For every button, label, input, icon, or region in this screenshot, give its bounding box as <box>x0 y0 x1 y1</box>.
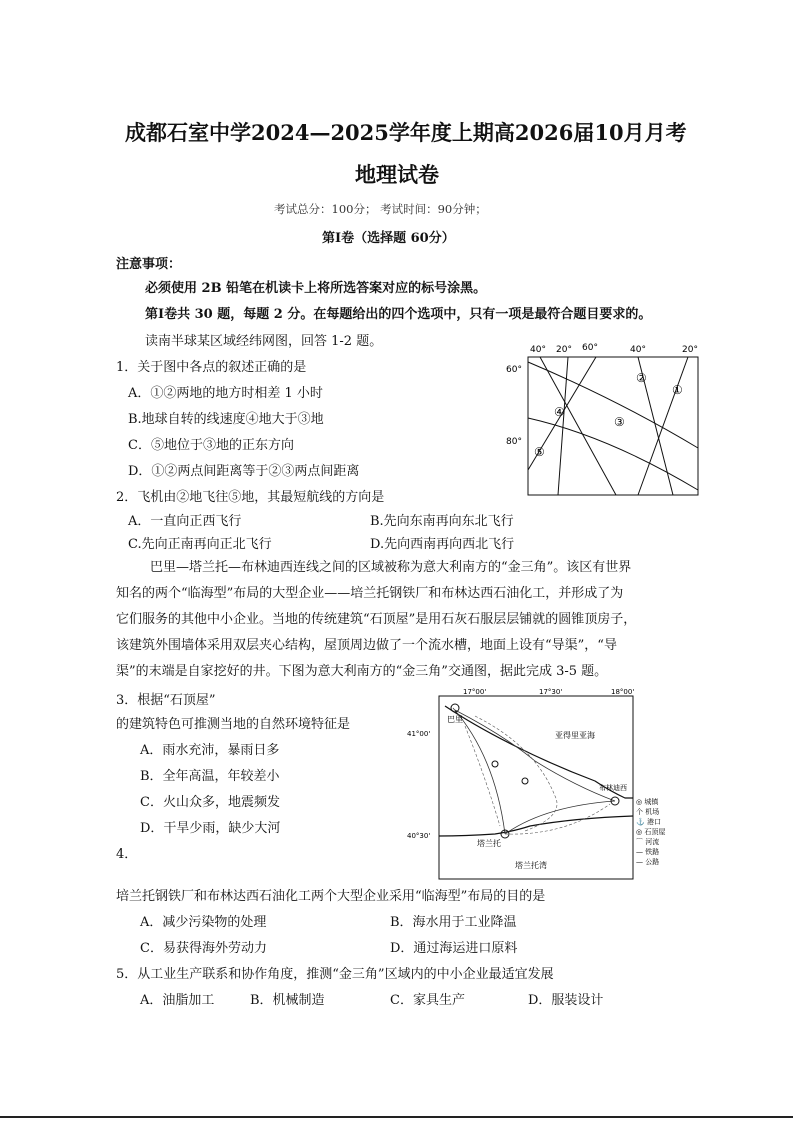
q2-stem: 2．飞机由②地飞往⑤地，其最短航线的方向是 <box>116 490 385 505</box>
legend-item: ⚓ 港口 <box>636 818 661 826</box>
point-4: ④ <box>554 405 565 419</box>
q3-option-a: A．雨水充沛，暴雨日多 <box>140 743 280 758</box>
q5-option-a: A．油脂加工 <box>140 993 215 1008</box>
q1-option-b: B.地球自转的线速度④地大于③地 <box>128 412 324 427</box>
q2-option-a: A．一直向正西飞行 <box>128 514 242 529</box>
exam-subtitle: 地理试卷 <box>355 162 439 187</box>
legend-item: ◎ 城镇 <box>636 798 659 806</box>
city-taranto: 塔兰托 <box>477 839 501 848</box>
notes-line-2: 第Ⅰ卷共 30 题，每题 2 分。在每题给出的四个选项中，只有一项是最符合题目要求的。 <box>145 307 652 322</box>
top-label: 60° <box>582 343 598 353</box>
top-label: 20° <box>556 345 572 355</box>
passage-line-4: 该建筑外围墙体采用双层夹心结构，屋顶周边做了一个流水槽，地面上设有“导渠”，“导 <box>116 638 617 653</box>
page-bottom-rule <box>0 1116 793 1118</box>
legend-item: — 公路 <box>636 858 660 866</box>
q3-stem-2: 的建筑特色可推测当地的自然环境特征是 <box>116 717 351 732</box>
notes-heading: 注意事项： <box>116 257 182 272</box>
point-5: ⑤ <box>534 445 545 459</box>
legend-item: ⌒ 河流 <box>636 838 660 846</box>
city-bari: 巴里 <box>447 715 463 724</box>
top-label: 20° <box>682 345 698 355</box>
q2-option-d: D.先向西南再向西北飞行 <box>370 537 515 552</box>
legend-item: — 铁路 <box>636 848 660 856</box>
intro-1-2: 读南半球某区域经纬网图，回答 1-2 题。 <box>145 334 383 349</box>
passage-line-5: 渠”的末端是自家挖好的井。下图为意大利南方的“金三角”交通图，据此完成 3-5 题。 <box>116 664 608 679</box>
q5-option-c: C．家具生产 <box>390 993 465 1008</box>
q3-stem-1: 3．根据“石顶屋” <box>116 693 216 708</box>
legend-item: 个 机场 <box>636 808 660 816</box>
q4-number: 4． <box>116 847 138 862</box>
lat-label: 41°00' <box>407 730 431 738</box>
q3-option-b: B．全年高温，年较差小 <box>140 769 280 784</box>
section-heading: 第Ⅰ卷（选择题 60分） <box>322 231 455 246</box>
q4-stem: 培兰托钢铁厂和布林达西石油化工两个大型企业采用“临海型”布局的目的是 <box>116 889 546 904</box>
point-1: ① <box>672 383 683 397</box>
lat-label: 40°30' <box>407 832 431 840</box>
lon-label: 17°00' <box>463 688 487 696</box>
q5-stem: 5．从工业生产联系和协作角度，推测“金三角”区域内的中小企业最适宜发展 <box>116 967 554 982</box>
legend-item: ◎ 石顶屋 <box>636 828 666 836</box>
point-2: ② <box>636 371 647 385</box>
lon-label: 17°30' <box>539 688 563 696</box>
sea-label: 亚得里亚海 <box>555 731 595 740</box>
q4-option-a: A．减少污染物的处理 <box>140 915 267 930</box>
lat-label: 80° <box>506 437 522 447</box>
passage-line-1: 巴里—塔兰托—布林迪西连线之间的区域被称为意大利南方的“金三角”。该区有世界 <box>150 560 632 575</box>
top-label: 40° <box>630 345 646 355</box>
q3-option-c: C．火山众多，地震频发 <box>140 795 280 810</box>
q5-option-d: D．服装设计 <box>528 993 604 1008</box>
passage-line-3: 它们服务的其他中小企业。当地的传统建筑“石顶屋”是用石灰石服层层铺就的圆锥顶房子， <box>116 612 637 627</box>
q1-stem: 1．关于图中各点的叙述正确的是 <box>116 360 307 375</box>
q2-option-b: B.先向东南再向东北飞行 <box>370 514 514 529</box>
city-brindisi: 布林迪西 <box>599 784 627 792</box>
transport-map <box>405 686 670 884</box>
q4-option-c: C．易获得海外劳动力 <box>140 941 267 956</box>
graticule-map <box>498 340 704 500</box>
lat-label: 60° <box>506 365 522 375</box>
transport-map-figure <box>405 686 670 884</box>
q4-option-b: B．海水用于工业降温 <box>390 915 517 930</box>
graticule-figure <box>498 340 704 500</box>
q5-option-b: B．机械制造 <box>250 993 325 1008</box>
q4-option-d: D．通过海运进口原料 <box>390 941 518 956</box>
q1-option-d: D．①②两点间距离等于②③两点间距离 <box>128 464 360 479</box>
q2-option-c: C.先向正南再向正北飞行 <box>128 537 272 552</box>
q1-option-c: C．⑤地位于③地的正东方向 <box>128 438 294 453</box>
q3-option-d: D．干旱少雨，缺少大河 <box>140 821 281 836</box>
lon-label: 18°00' <box>611 688 635 696</box>
passage-line-2: 知名的两个“临海型”布局的大型企业——培兰托钢铁厂和布林达西石油化工，并形成了为 <box>116 586 624 601</box>
exam-meta: 考试总分：100分； 考试时间：90分钟； <box>274 202 487 216</box>
exam-title: 成都石室中学2024—2025学年度上期高2026届10月月考 <box>125 120 687 145</box>
notes-line-1: 必须使用 2B 铅笔在机读卡上将所选答案对应的标号涂黑。 <box>145 281 487 296</box>
top-label: 40° <box>530 345 546 355</box>
q1-option-a: A．①②两地的地方时相差 1 小时 <box>128 386 323 401</box>
point-3: ③ <box>614 415 625 429</box>
gulf-label: 塔兰托湾 <box>515 861 547 870</box>
